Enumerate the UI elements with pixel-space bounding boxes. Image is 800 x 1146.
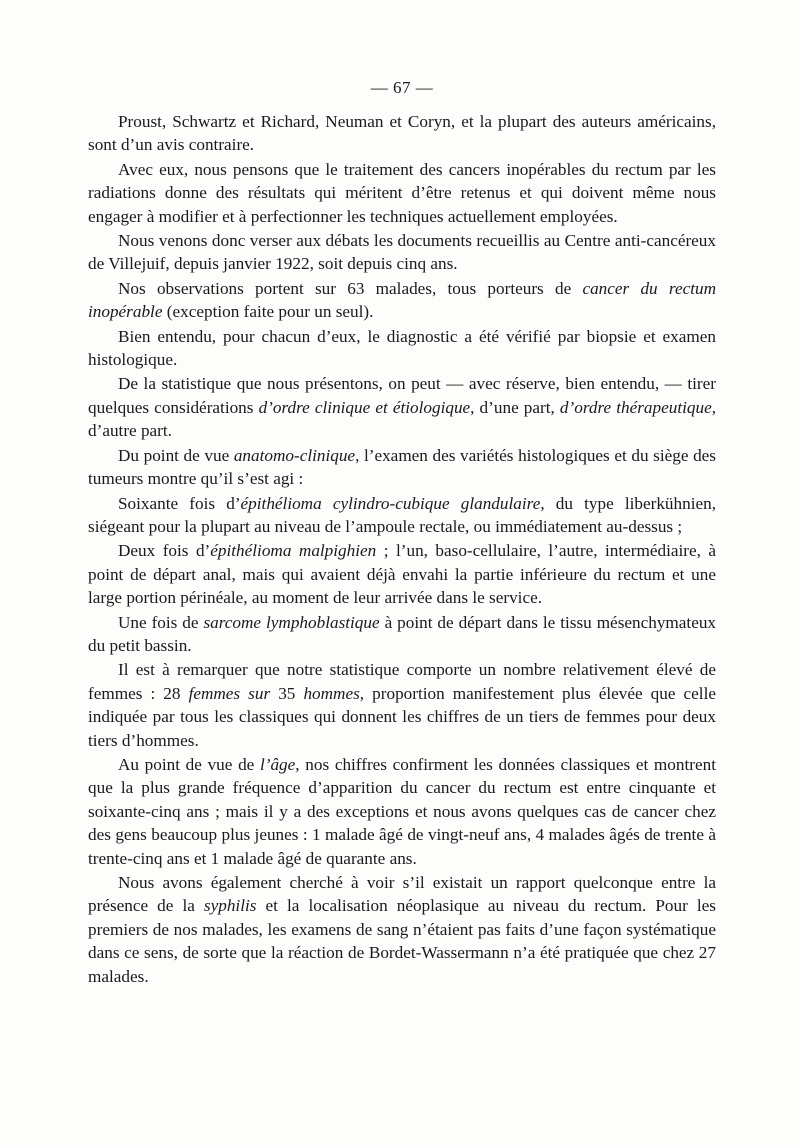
text-run: , d’autre part. — [88, 397, 716, 441]
paragraph — [88, 110, 716, 157]
italic-text: d’ordre thérapeutique — [559, 397, 712, 417]
text-run: 35 — [270, 683, 304, 703]
italic-text: d’ordre clinique et étiologique — [258, 397, 471, 417]
text-run: , proportion manifestement plus élevée que celle indiquée par tous les classiques qui donnent les chiffres de un tiers de femmes pour deux tiers d’hommes. — [88, 683, 716, 750]
text-run: , nos chiffres confirment les données classiques et montrent que la plus grande fréquence d’apparition du cancer du rectum est entre cinquante et soixante-cinq ans ; mais il y a des exceptions et nous avons quelques cas de cancer chez des gens beaucoup plus jeunes : 1 malade âgé de vingt-neuf ans, 4 malades âgés de trente à trente-cinq ans et 1 malade âgé de quarante ans. — [88, 754, 716, 868]
paragraph — [88, 539, 716, 609]
text-run: Proust, Schwartz et Richard, Neuman et Coryn, et la plupart des auteurs américains, sont d’un avis contraire. — [88, 112, 716, 155]
paragraph — [88, 372, 716, 442]
text-run: Il est à remarquer que notre statistique comporte un nombre relativement élevé de femmes : 28 — [88, 660, 716, 703]
text-run: (exception faite pour un seul). — [162, 302, 374, 322]
italic-text: femmes sur — [188, 683, 271, 703]
italic-text: syphilis — [203, 896, 257, 916]
italic-text: cancer du rectum inopérable — [88, 278, 716, 322]
paragraph — [88, 158, 716, 228]
text-run: Nos observations portent sur 63 malades, tous porteurs de — [118, 278, 583, 298]
text-run: , l’examen des variétés histologiques et du siège des tumeurs montre qu’il s’est agi : — [88, 445, 716, 489]
italic-text: épithélioma malpighien — [210, 541, 377, 561]
paragraph — [88, 753, 716, 870]
text-run: et la localisation néoplasique au niveau du rectum. Pour les premiers de nos malades, les examens de sang n’étaient pas faits d’une façon systématique dans ce sens, de sorte que la réaction de Bordet-Wassermann n’a été pratiquée que chez 27 malades. — [88, 896, 716, 986]
paragraph — [88, 229, 716, 276]
text-run: Avec eux, nous pensons que le traitement des cancers inopérables du rectum par les radiations donne des résultats qui méritent d’être retenus et qui doivent même nous engager à modifier et à perfectionner les techniques actuellement employées. — [88, 159, 716, 226]
text-run: Une fois de — [118, 612, 204, 632]
text-run: , d’une part, — [470, 397, 560, 417]
text-run: De la statistique que nous présentons, on peut — avec réserve, bien entendu, — tirer quelques considérations — [88, 374, 716, 417]
paragraph — [88, 444, 716, 491]
italic-text: épithélioma cylindro-cubique glandulaire — [240, 493, 541, 513]
paragraph — [88, 611, 716, 658]
page-number: — 67 — — [370, 78, 434, 97]
paragraph — [88, 277, 716, 324]
paragraph — [88, 325, 716, 372]
paragraph — [88, 871, 716, 988]
text-run: Au point de vue de — [118, 754, 260, 774]
text-run: Du point de vue — [118, 445, 234, 465]
text-run: Nous venons donc verser aux débats les documents recueillis au Centre anti-cancéreux de Villejuif, depuis janvier 1922, soit depuis cinq ans. — [88, 231, 716, 274]
text-run: Soixante fois d’ — [118, 493, 241, 513]
text-run: à point de départ dans le tissu mésenchymateux du petit bassin. — [88, 612, 717, 655]
paragraph — [88, 658, 716, 752]
italic-text: l’âge — [259, 754, 296, 774]
text-run: Bien entendu, pour chacun d’eux, le diagnostic a été vérifié par biopsie et examen histologique. — [88, 326, 716, 370]
text-run: Deux fois d’ — [118, 541, 211, 561]
italic-text: anatomo-clinique — [233, 445, 356, 465]
body-text — [88, 110, 716, 988]
paragraph — [88, 492, 716, 539]
text-run: ; l’un, baso-cellulaire, l’autre, intermédiaire, à point de départ anal, mais qui avaient déjà envahi la partie inférieure du rectum et une large portion périnéale, au moment de leur arrivée dans le service. — [88, 541, 717, 608]
text-run: Nous avons également cherché à voir s’il existait un rapport quelconque entre la présence de la — [88, 873, 716, 916]
text-run: , du type liberkühnien, siégeant pour la plupart au niveau de l’ampoule rectale, ou immédiatement au-dessus ; — [88, 493, 717, 536]
italic-text: sarcome lymphoblastique — [203, 612, 380, 632]
italic-text: hommes — [303, 683, 360, 703]
